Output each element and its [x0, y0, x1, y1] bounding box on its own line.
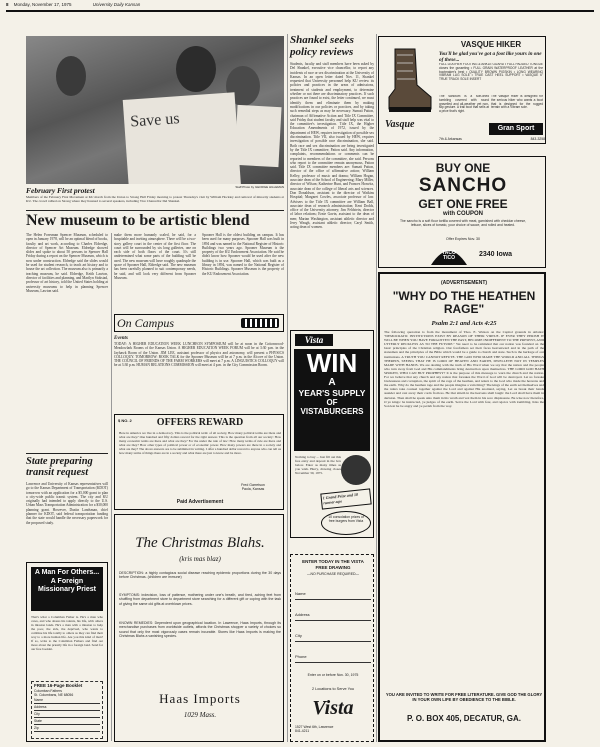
coupon-address: Columban Fathers St. Columbans, NE 68056: [34, 689, 74, 697]
haas-address: 1029 Mass.: [183, 711, 217, 719]
entry-deadline: Enter on or before Nov. 30, 1975: [307, 673, 359, 677]
vista-vistaburgers: VISTABURGERS: [300, 407, 364, 416]
missionary-title: A Man For Others... A Foreign Missionary Priest: [31, 567, 103, 611]
sancho-expires: Offer Expires Nov. 30: [445, 237, 481, 241]
sancho-get-one-free: GET ONE FREE: [418, 197, 508, 211]
paid-advertisement: Paid Advertisement: [176, 499, 224, 505]
sancho-ad: [378, 156, 546, 268]
masthead: [6, 2, 306, 10]
heathen-verse: Psalm 2:1 and Acts 4:25: [431, 320, 497, 327]
coupon-line-label: Name: [34, 698, 44, 702]
photo-credit: Staff Photo by GEORGE HILLEMAN: [235, 185, 284, 189]
oncampus-title: On Campus: [117, 316, 175, 330]
christmas-phonetic: (kris mas blaz): [179, 555, 221, 563]
vista-win-ad: [290, 330, 374, 538]
entry-locations: 2 Locations to Serve You: [311, 687, 354, 691]
christmas-description: DESCRIPTION: a highly contagious social disease reaching epidemic proportions during the 30 days before Christmas. (children are immune): [119, 571, 281, 580]
vasque-side: The sanctum is a soft-lined tumbling covered with round gravelled and all-weather yet non-slip gesture. A trail boot that sells at a price that's right.: [439, 95, 489, 114]
missionary-body: That's what a Columban Father is. He's a man who cares, and who shares his talents, his life, with others in mission lands. He's a man with a mission to help the poor, the sick, the deprived, who wants to combine his life totally to others as they can find their way to a more human life. Are you this kind of man? If so, write to the Columban Fathers and find out more about the priestly life in a foreign land. Send for our free booklet.: [31, 615, 103, 651]
coupon-line: [34, 697, 100, 704]
heathen-rage-ad: [378, 272, 546, 742]
entry-field-label: Name: [295, 591, 306, 596]
offers-signature: Fred Garretson Paola, Kansas: [241, 483, 265, 491]
coupon-title: FREE 16-Page Booklet: [34, 683, 83, 688]
offers-number: $ NO. 2: [118, 418, 132, 423]
entry-fields: [295, 579, 371, 663]
vista-grand-prize: 1 Grand Prize and 10 runner-ups: [320, 488, 371, 509]
gran-sport-phone: 843-3258: [530, 137, 545, 141]
coupon-line-label: Address: [34, 705, 47, 709]
vista-a: A: [328, 377, 336, 388]
offers-reward-ad: [114, 414, 284, 510]
christmas-remedies: KNOWN REMEDIES: Dependent upon geographical location. In Lawrence, Haas Imports, through its merchandise purchases from worldwide outlets, affords the Christmas shopper a variety of choices so sound that only the most vigorously cases remain incurable. Stores like Haas Imports is making the Christmas Blahs a vanishing species.: [119, 621, 281, 638]
entry-field-label: Phone: [295, 654, 307, 659]
museum-col2: make them more humanly scaled, he said, for a hospitable and inviting atmosphere. There will be a two-story gallery court in the center of the first floor. The court will be surrounded by six long galleries, one on each side of both floors of the court. It's still undetermined what some parts of the building will be used. The new museum will have roughly quadruple the space of Spooner Hall, Eldredge said. The new museum has been carefully planned to suit contemporary needs, he said, and will look very different from Spooner Museum.: [114, 233, 196, 280]
page-number: 8: [6, 2, 9, 7]
taco-word: TACO: [442, 250, 456, 256]
vasque-features: FULL LEATHER FOOTING & ANKLE GUARD • FULL PADDED TONGUE closes the gusseting • FULL GRAIN WATERPROOF LEATHER at the bootmaker's best • QUALITY BROWN PIGSKIN • LONG WEARING VIBRAM LUG SOLE • TRUE CAST HEEL SUPPORT • VASQUE 6" TRUE TRACK SOLE INSERT: [439, 63, 543, 82]
missionary-ad: [26, 562, 108, 742]
sancho-buy-one: BUY ONE: [435, 161, 491, 175]
coupon-line-label: State: [34, 719, 42, 723]
coupon-line: [34, 725, 100, 732]
entry-subtitle: —NO PURCHASE REQUIRED—: [306, 572, 360, 576]
taco-tico-logo: [429, 243, 469, 267]
christmas-symptoms: SYMPTOMS: indecision, loss of patience, mothering under one's breath, and tired, aching feet from shuffling from department store to department store searching for a different gift or coping with the task of giving the same old gifts at overblown prices.: [119, 593, 281, 606]
entry-field[interactable]: [295, 621, 371, 642]
coupon-line-label: Zip: [34, 726, 39, 730]
entry-field-label: Address: [295, 612, 310, 617]
transit-headline: State preparing transit request: [26, 456, 93, 478]
vista-year-supply: YEAR'S SUPPLY: [298, 388, 366, 398]
sancho-with-coupon: with COUPON: [443, 211, 483, 217]
coupon-line: [34, 704, 100, 711]
protest-photo: [26, 36, 284, 184]
vista-entry-form: [290, 554, 374, 742]
vista-logo: Vista: [295, 334, 333, 346]
masthead-rule: [6, 10, 594, 12]
heathen-closing: YOU ARE INVITED TO WRITE FOR FREE LITERATURE. GIVE GOD THE GLORY IN YOUR OWN LIFE BY OBEDIENCE TO THE BIBLE.: [385, 692, 543, 702]
events-label: Events: [114, 336, 128, 341]
coupon-line-label: City: [34, 712, 40, 716]
entry-title2: FREE DRAWING: [315, 565, 351, 570]
museum-col3: Spooner Hall is the oldest building on campus. It has been used for many purposes. Spooner Hall was built in 1894 and was named to the National Register of Historic Buildings two years ago. Spooner Museum is the property of the KU Endowment Association. He said he didn't know how Spooner would be used after the new building is in use. Spooner Hall, which was built as a library in 1894, was named to the National Register of Historic Buildings. Spooner Museum is the property of the KU Endowment Association.: [202, 233, 284, 276]
heathen-headline: "WHY DO THE HEATHEN RAGE": [392, 289, 536, 316]
vasque-tagline: You'll be glad you've got a foot like yours in one of these...: [439, 51, 542, 63]
coupon-line: [34, 711, 100, 718]
museum-headline: New museum to be artistic blend: [26, 212, 250, 229]
vista-of: OF: [326, 398, 338, 407]
vista-prize-block: [294, 349, 370, 451]
entry-field[interactable]: [295, 600, 371, 621]
vasque-logo: Vasque: [385, 119, 415, 130]
entry-vista-logo: Vista: [312, 697, 354, 719]
photo-caption: Members of the February First Movement at KU march from the Union to Strong Hall Friday morning to protest Thursday's visit by William Hockley and removal of minority students at KU. The crowd rallied on Strong where they listened to several speakers, including Vice Chancellor Del Shankel.: [26, 195, 284, 203]
heathen-address: P. O. BOX 405, DECATUR, GA.: [407, 714, 521, 723]
issue-date: Monday, November 17, 1975: [13, 2, 72, 7]
vasque-title: VASQUE HIKER: [460, 40, 522, 49]
coupon-lines: [32, 697, 102, 732]
offers-title: OFFERS REWARD: [156, 417, 244, 428]
boot-illustration: [385, 45, 435, 115]
heathen-body: The following quotation is from the monument of Thos. E. Watson on the Capitol grounds in Atlanta: "DEMOCRATIC INSTITUTIONS EXIST BY REASON OF THEIR VIRTUE. IF EVER THEY PERISH IT WILL BE WHEN YOU HAVE FORGOTTEN THE PAST, BECOME INDIFFERENT TO THE PRESENT, AND UTTERLY RECKLESS AS TO THE FUTURE." We need to be reminded that our nation was founded on the basic principles of the Christian religion. Our forefathers set their faces heavenward and in the path of the statesmen and the principles of the Bible which would be a guide to church and state. Such is the heritage of our institutions. A TRUTH YOU CANNOT REFUTE. THE GOD WHO MADE THE WORLD AND ALL THINGS THEREIN, SEEING THAT HE IS LORD OF HEAVEN AND EARTH, DWELLETH NOT IN TEMPLES MADE WITH HANDS. We are dealing with the truth of His Word when we say that the nation and the people who turn away from God and His commandments bring destruction upon themselves. THE LORD GOD HATH SPOKEN, WHO CAN BUT PROPHESY? It is the purpose of this message to warn the church and the nation. For we believe that any church and any nation that forsakes the Word of God will be destroyed. Let us forsake lawlessness and corruption, the spirit of the rage of the heathen, and return to the God who made the heavens and the earth. Why do the heathen rage and the people imagine a vain thing? The kings of the earth set themselves and the rulers take counsel together against the Lord and against His anointed, saying, Let us break their bands asunder and cast away their cords from us. He that sitteth in the heavens shall laugh: the Lord shall have them in derision. Then shall he speak unto them in his wrath and vex them in his sore displeasure. Be wise now therefore, O ye kings: be instructed, ye judges of the earth. Serve the Lord with fear, and rejoice with trembling. Kiss the Son lest he be angry and ye perish from the way.: [384, 330, 544, 408]
entry-field[interactable]: [295, 579, 371, 600]
caption-title: February First protest: [26, 186, 95, 195]
sancho-address: 2340 Iowa: [479, 251, 513, 258]
haas-imports-logo: Haas Imports: [159, 691, 241, 706]
oncampus-body: TODAY: A HIGHER EDUCATION WEEK LUNCHEON SYMPOSIUM will be at noon in the Cottonwood-Meadowlark Rooms of the Kansas Union. A HIGHER EDUCATION WEEK FORUM will be at 3:30 p.m. in the Jayhawk Room of the Union. JIM LEE, assistant professor of physics and astronomy, will present a PHYSICS COLLOQUY. TOMORROW: BOOK TALK for the Spooner Museum will be at 7 p.m. in the Alcove of the Union. THE COUNCIL OF FRIENDS OF THE FARM WORKERS will meet at 7 p.m. A LINGUISTICS COLLOQUY will be at 3:30 p.m. HUMAN RELATIONS COMMISSION will meet at 4 p.m. in the City Commission Room.: [114, 342, 284, 368]
entry-address: 1527 West 6th, Lawrence 841-4211: [295, 725, 334, 733]
shankel-headline: Shankel seeks policy reviews: [290, 34, 354, 58]
offers-body: Here in America we live in a democracy. This is the political term: of all society, How many political terms are there and what are they? One hundred and fifty dollars reward for the right answer. This is the question from all our society: How many economic terms are there and what are they? For the under the rule of law: How many terms of rule are there and what are they? How other types of political power or of economic power. How many powers are there in a society and what are they? The above answers are to be submitted in writing. I offer a hundred dollar reward to anyone who can tell us how many terms of things there are in a society and what there are just to know and be more.: [119, 431, 281, 455]
sancho-desc: The sancho is a soft flour tortilla covered with meat, garnished with cheddar cheese, lettuce, slices of tomato, your choice of sauce, and rolled and heated.: [399, 219, 527, 228]
gran-sport-logo: Gran Sport: [489, 123, 543, 135]
vista-body: Nothing to buy ... Just fill out this free entry and deposit in the box below. Enter as many times as you wish. Hurry, drawing closes November 30, 1975.: [295, 455, 341, 475]
christmas-blahs-ad: [114, 514, 284, 742]
protest-sign: Save us: [129, 110, 181, 131]
gran-sport-location: 7th & Arkansas: [439, 137, 462, 141]
vista-win: WIN: [306, 348, 358, 378]
museum-col1: The Helen Foresman Spencer Museum, scheduled to open in January 1978, will be an optimal blend of books, faculty and art work, according to Charles Eldredge, director of Spencer Art Museum. Eldredge showed slides and spoke to about 50 persons in Spencer Hall Friday during a report on the Spencer Museum, which is now under construction. Eldredge said the slides would be used for student research, to teach art history and to house the art collection. The museum also is primarily a teaching museum, he said. Eldredge, Keith Lawton, director of facilities and planning, and Marilyn Stokstad, professor of art history, told the United States holding at university museums to help in planning Spencer Museum, Lawton said.: [26, 233, 108, 293]
vasque-side2: The Vasque Hiker is designed for the serious hiker who wants a boot that is designed for the rugged terrain with a Vibram sole.: [491, 95, 543, 110]
paper-name: University Daily Kansan: [92, 2, 141, 7]
vista-consolation: 10 consolation prizes of free burgers from Vista: [321, 511, 371, 535]
sancho-name: SANCHO: [418, 175, 508, 196]
oncampus-banner: [114, 314, 284, 332]
missionary-coupon: [31, 681, 103, 739]
entry-field[interactable]: [295, 642, 371, 663]
heathen-adv-label: (ADVERTISEMENT): [440, 280, 488, 286]
transit-body: Lawrence and University of Kansas representatives will go to the Kansas Department of Transportation (KDOT) tomorrow with an application for a $5,000 grant to plan a city-wide public transit system. The city and KU originally had intended to apply directly to the U.S. Urban Mass Transportation Administration for a $30,000 planning grant. However, Dustin Landsman, chief planner for KDOT, said federal transportation funding that the state would handle the necessary paperwork for the proposed study.: [26, 482, 108, 525]
vasque-ad: [378, 36, 546, 144]
entry-title: ENTER TODAY IN THE VISTA: [302, 559, 364, 564]
coupon-line: [34, 718, 100, 725]
christmas-title: The Christmas Blahs.: [135, 535, 265, 551]
entry-field-label: City: [295, 633, 302, 638]
tico-word: TICO: [443, 255, 455, 261]
shankel-body: Students, faculty and staff members have been asked by Del Shankel, executive vice chancellor, to report any incidents of race or sex discrimination at the University of Kansas. In an open letter dated Nov. 11, Shankel requested that University personnel help KU review its policies and practices in the areas of admissions, treatment of students and employment, to determine whether or not there are discriminatory practices. If such practices are found to exist, the letter continued, we must identify them and eliminate them by making modifications in our policies or practices, and by taking such remedial steps as may be necessary. Sumati Patton, chairman of Affirmative Action and Title IX Committee, said Friday that student faculty and staff help was vital to the committee's investigation. Title IX, the Higher Education Amendments of 1972, issued by the department of HEW, requires investigation of possible sex discrimination. Title VII, also issued by HEW, requires investigation of possible race discrimination, she said. Both race and sex discrimination are being investigated by the Title IX committee, Patton said. Any information, complaints, recommendations or comments can be reported to members of the committee, she said. Persons who report to the committee remain anonymous, Patton said. Title IX committee members are: Sumati Patton, director of the office of affirmative action; William Kelley, professor of music and drama; William Hogan, associate dean of the School of Engineering; Mary Miller, director of Wilson; Katherine Hunt, and Frances Horwitz, associate dean of the college of liberal arts and sciences. Don Donaldson, assistant to the director of Watkins Hospital; Margaret Cowles, associate professor of law. Advisers to the Title IX committee are William Ball, associate dean of research administration; Kent Dodds, office of the University attorney; Jim Feldstein, director of labor relations; Ernie Gavin, assistant to the dean of men; Marian Washington, assistant athletic director and Jerry Waugh, assistant athletic director; Caryl Smith, acting dean of women.: [290, 62, 374, 230]
